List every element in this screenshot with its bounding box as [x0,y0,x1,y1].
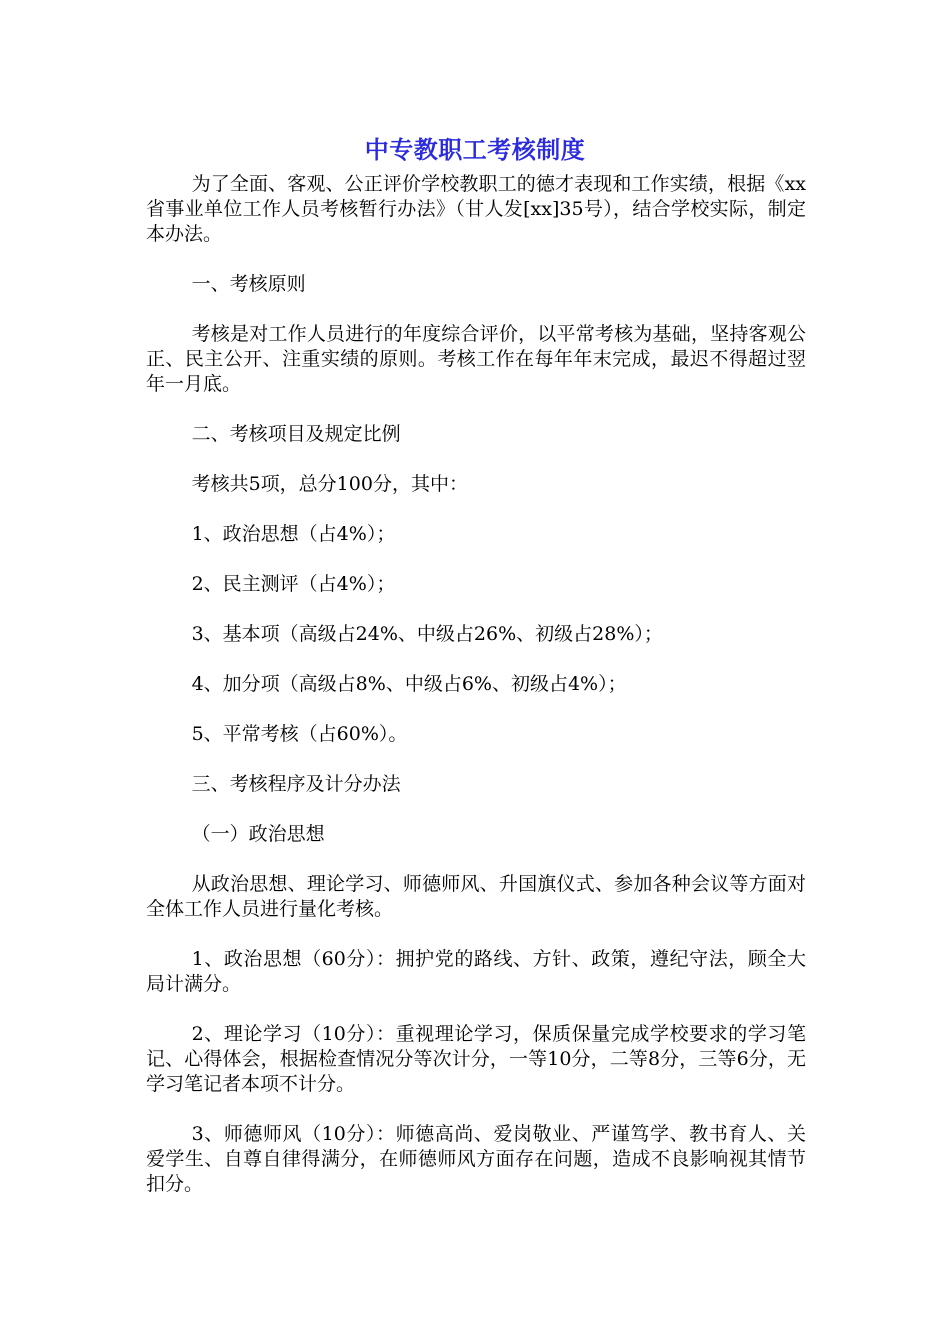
paragraph-items-summary: 考核共5项，总分100分，其中： [191,473,468,495]
paragraph-political-item-3: 3、师德师风（10分）：师德高尚、爱岗敬业、严谨笃学、教书育人、关爱学生、自尊自律得满分，在师德师风方面存在问题，造成不良影响视其情节扣分。 [146,1123,806,1195]
paragraph-political-item-2: 2、理论学习（10分）：重视理论学习，保质保量完成学校要求的学习笔记、心得体会，根据检查情况分等次计分，一等10分，二等8分，三等6分，无学习笔记者本项不计分。 [146,1023,806,1095]
paragraph-political-intro: 从政治思想、理论学习、师德师风、升国旗仪式、参加各种会议等方面对全体工作人员进行量化考核。 [146,873,806,920]
document-body [146,172,806,1222]
subsection-heading-political: （一）政治思想 [191,823,325,845]
list-item: 4、加分项（高级占8%、中级占6%、初级占4%）； [191,673,627,695]
paragraph-political-item-1: 1、政治思想（60分）：拥护党的路线、方针、政策，遵纪守法，顾全大局计满分。 [146,948,806,995]
paragraph-intro: 为了全面、客观、公正评价学校教职工的德才表现和工作实绩，根据《xx省事业单位工作人员考核暂行办法》（甘人发[xx]35号），结合学校实际，制定本办法。 [146,173,806,245]
section-heading-principles: 一、考核原则 [191,273,306,295]
section-heading-procedure: 三、考核程序及计分办法 [191,773,401,795]
list-item: 3、基本项（高级占24%、中级占26%、初级占28%）； [191,623,663,645]
document-title: 中专教职工考核制度 [364,136,586,164]
list-item: 5、平常考核（占60%）。 [191,723,408,745]
list-item: 1、政治思想（占4%）； [191,523,396,545]
section-heading-items: 二、考核项目及规定比例 [191,423,401,445]
list-item: 2、民主测评（占4%）； [191,573,396,595]
paragraph-principles: 考核是对工作人员进行的年度综合评价，以平常考核为基础，坚持客观公正、民主公开、注重实绩的原则。考核工作在每年年末完成，最迟不得超过翌年一月底。 [146,323,806,395]
